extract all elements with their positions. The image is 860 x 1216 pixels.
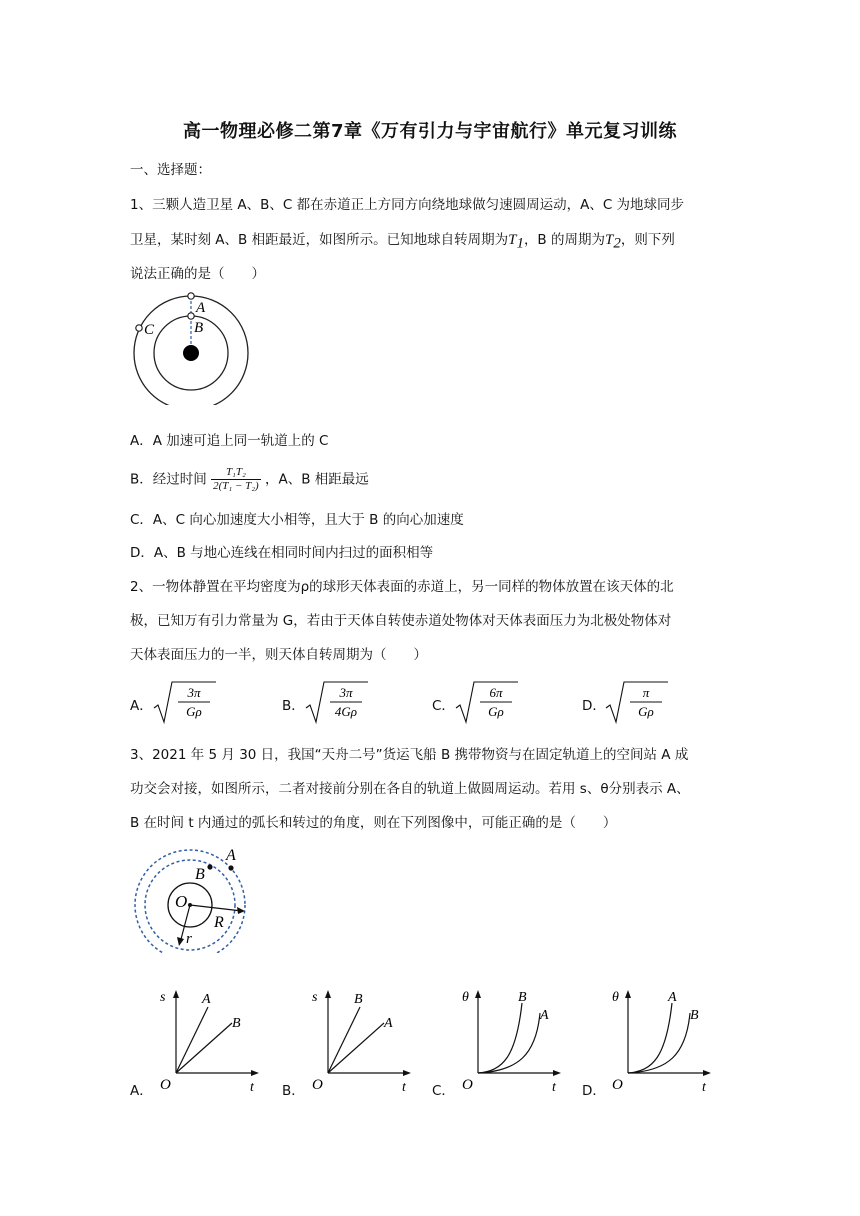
- upper-curve: [478, 1003, 522, 1073]
- q2-stem-line1: 2、一物体静置在平均密度为ρ的球形天体表面的赤道上，另一同样的物体放置在该天体的北: [130, 579, 674, 595]
- q3-stem-line3: B 在时间 t 内通过的弧长和转过的角度，则在下列图像中，可能正确的是（ ）: [130, 815, 617, 831]
- upper-curve-label: B: [354, 992, 363, 1007]
- radical-expression: [304, 680, 374, 726]
- q2-stem-line2: 极，已知万有引力常量为 G，若由于天体自转使赤道处物体对天体表面压力为北极处物体对: [130, 613, 672, 629]
- upper-curve: [176, 1007, 208, 1073]
- graph: [146, 985, 278, 1097]
- q3-orbit-figure: [128, 843, 258, 953]
- satellite-c: [136, 325, 142, 331]
- point-b: [207, 864, 212, 869]
- document-page: 高一物理必修二第7章《万有引力与宇宙航行》单元复习训练 一、选择题： 1、三颗人造卫星 A、B、C 都在赤道正上方同方向绕地球做匀速圆周运动，A、C 为地球同步 卫星，某时刻 A、B 相距最近，如图所示。已知地球自转周期为$T_1$，B 的周期为$T_2$，则下列 说法正确的是（ ） A B C A．A 加速可追上同一轨道上的 C B．经过时间 $\frac{\text{T₁T₂}}{\text{2(T₁ − T₂)}}$ ，A、B 相距最远 C．A、C 向心加速度大小相等，且大于 B 的向心加速度 D．A、B 与地心连线在相同时间内扫过的面积相等 2、一物体静置在平均密度为ρ的球形天体表面的赤道上，另一同样的物体放置在该天体的北 极，已知万有引力常量为 G，若由于天体自转使赤道处物体对天体表面压力为北极处物体对 天体表面压力的一半，则天体自转周期为（ ） A． 3π Gρ B． 3π 4Gρ C． 6π Gρ D． π Gρ 3、2021 年 5 月 30 日，我国“天舟二号”货运飞船 B 携带物资与在固定轨道上的空间站 A 成 功交会对接，如图所示，二者对接前分别在各自的轨道上做圆周运动。若用 s、θ分别表示 A、 B 在时间 t 内通过的弧长和转过的角度，则在下列图像中，可能正确的是（ ） A B O R r A． s t O A B B． s t O B A C． θ t O B A D． θ t O A B: [0, 0, 860, 1216]
- origin-label: O: [612, 1077, 623, 1093]
- denominator: Gρ: [638, 704, 654, 719]
- numerator: 3π: [339, 685, 353, 700]
- y-axis-label: θ: [612, 990, 619, 1005]
- radical-expression: [152, 680, 222, 726]
- numerator: 6π: [489, 685, 503, 700]
- label-R: R: [214, 914, 224, 931]
- radical-expression: [604, 680, 674, 726]
- upper-curve-label: A: [202, 992, 211, 1007]
- earth: [183, 345, 199, 361]
- y-axis-label: s: [160, 990, 166, 1005]
- x-axis-label: t: [250, 1080, 254, 1095]
- q1-stem-line2: 卫星，某时刻 A、B 相距最近，如图所示。已知地球自转周期为$T_1$，B 的周期为$T_2$，则下列: [130, 232, 675, 252]
- radius-big: [190, 905, 242, 911]
- point-a: [228, 865, 233, 870]
- lower-curve: [328, 1023, 384, 1073]
- x-axis-label: t: [552, 1080, 556, 1095]
- satellite-b: [188, 313, 194, 319]
- denominator: Gρ: [488, 704, 504, 719]
- numerator: 3π: [187, 685, 201, 700]
- denominator: Gρ: [186, 704, 202, 719]
- lower-curve: [176, 1023, 232, 1073]
- origin-label: O: [312, 1077, 323, 1093]
- x-axis-label: t: [402, 1080, 406, 1095]
- label-b: B: [194, 320, 204, 336]
- radical-expression: [454, 680, 524, 726]
- lower-curve: [628, 1013, 690, 1073]
- q1-stem-line1: 1、三颗人造卫星 A、B、C 都在赤道正上方同方向绕地球做匀速圆周运动，A、C 为地球同步: [130, 197, 685, 213]
- numerator: π: [642, 685, 650, 700]
- lower-curve-label: B: [232, 1016, 241, 1031]
- section-heading: 一、选择题：: [130, 162, 211, 178]
- label-b: B: [195, 866, 205, 883]
- option-label: B．: [282, 1083, 305, 1099]
- graph: [598, 985, 730, 1097]
- upper-curve-label: A: [668, 990, 677, 1005]
- lower-curve-label: B: [690, 1008, 699, 1023]
- q1-option-c: C．A、C 向心加速度大小相等，且大于 B 的向心加速度: [130, 512, 464, 528]
- lower-curve-label: A: [384, 1016, 393, 1031]
- option-label: D．: [582, 1083, 606, 1099]
- graph: [298, 985, 430, 1097]
- label-o: O: [175, 892, 188, 911]
- label-a: A: [226, 847, 236, 864]
- option-label: C．: [432, 1083, 455, 1099]
- q3-stem-line1: 3、2021 年 5 月 30 日，我国“天舟二号”货运飞船 B 携带物资与在固定轨道上的空间站 A 成: [130, 747, 689, 763]
- upper-curve: [628, 1003, 672, 1073]
- y-axis-label: s: [312, 990, 318, 1005]
- label-a: A: [196, 300, 206, 316]
- origin-label: O: [160, 1077, 171, 1093]
- lower-curve: [478, 1013, 540, 1073]
- label-r: r: [186, 931, 192, 947]
- satellite-a: [188, 293, 194, 299]
- page-title: 高一物理必修二第7章《万有引力与宇宙航行》单元复习训练: [182, 121, 678, 142]
- q1-option-d: D．A、B 与地心连线在相同时间内扫过的面积相等: [130, 545, 434, 561]
- x-axis-label: t: [702, 1080, 706, 1095]
- upper-curve-label: B: [518, 990, 527, 1005]
- label-c: C: [144, 322, 155, 338]
- q2-stem-line3: 天体表面压力的一半，则天体自转周期为（ ）: [130, 647, 427, 663]
- denominator: 4Gρ: [334, 704, 358, 719]
- q1-stem-line3: 说法正确的是（ ）: [130, 266, 265, 282]
- q3-stem-line2: 功交会对接，如图所示，二者对接前分别在各自的轨道上做圆周运动。若用 s、θ分别表示 A、: [130, 781, 690, 797]
- q1-option-a: A．A 加速可追上同一轨道上的 C: [130, 433, 329, 449]
- y-axis-label: θ: [462, 990, 469, 1005]
- option-label: A．: [130, 1083, 153, 1099]
- q1-orbit-figure: [128, 290, 258, 405]
- graph: [448, 985, 580, 1097]
- lower-curve-label: A: [540, 1008, 549, 1023]
- upper-curve: [328, 1007, 360, 1073]
- q1-option-b: B．经过时间 $\frac{\text{T₁T₂}}{\text{2(T₁ − T₂)}}$ ，A、B 相距最远: [130, 466, 369, 492]
- origin-label: O: [462, 1077, 473, 1093]
